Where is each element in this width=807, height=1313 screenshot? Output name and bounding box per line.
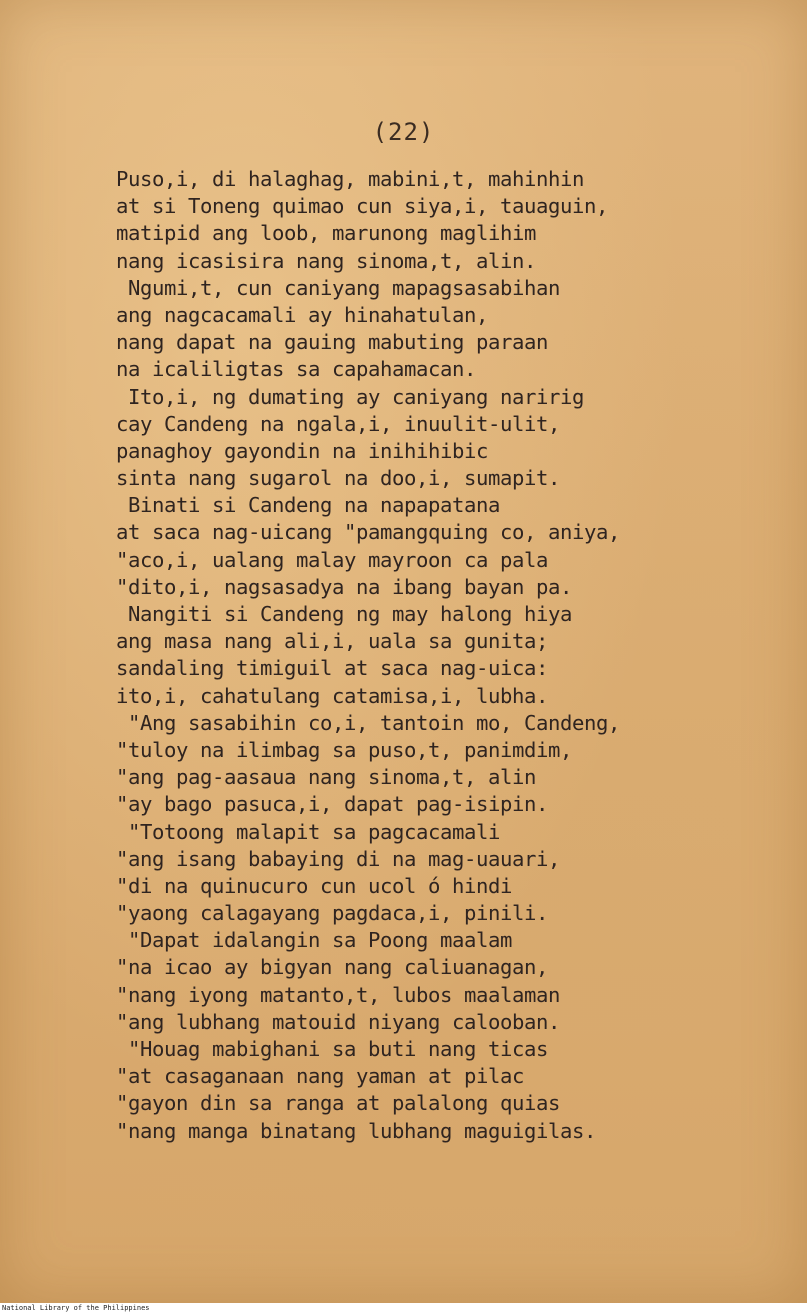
text-line: "yaong calagayang pagdaca,i, pinili. bbox=[116, 901, 548, 926]
text-line: Binati si Candeng na napapatana bbox=[116, 493, 500, 518]
text-line: Ngumi,t, cun caniyang mapagsasabihan bbox=[116, 275, 560, 300]
text-line: "at casaganaan nang yaman at pilac bbox=[116, 1064, 524, 1089]
text-line: "ang pag-aasaua nang sinoma,t, alin bbox=[116, 765, 536, 790]
text-line: "di na quinucuro cun ucol ó hindi bbox=[116, 873, 512, 898]
text-line: "gayon din sa ranga at palalong quias bbox=[116, 1091, 560, 1116]
text-line: Nangiti si Candeng ng may halong hiya bbox=[116, 602, 572, 626]
text-line: cay Candeng na ngala,i, inuulit-ulit, bbox=[116, 411, 560, 436]
text-line: nang dapat na gauing mabuting paraan bbox=[116, 330, 548, 355]
text-line: nang icasisira nang sinoma,t, alin. bbox=[116, 248, 536, 273]
text-line: Ito,i, ng dumating ay caniyang naririg bbox=[116, 384, 584, 409]
text-line: "tuloy na ilimbag sa puso,t, panimdim, bbox=[116, 737, 572, 762]
text-line: "nang manga binatang lubhang maguigilas. bbox=[116, 1118, 596, 1143]
text-line: "ay bago pasuca,i, dapat pag-isipin. bbox=[116, 792, 548, 817]
text-line: "Houag mabighani sa buti nang ticas bbox=[116, 1037, 548, 1061]
text-line: Puso,i, di halaghag, mabini,t, mahinhin bbox=[116, 167, 584, 191]
poem-text-block bbox=[116, 166, 776, 1145]
text-line: panaghoy gayondin na inihihibic bbox=[116, 438, 488, 463]
library-credit: National Library of the Philippines bbox=[2, 1304, 150, 1312]
text-line: at saca nag-uicang "pamangquing co, aniya, bbox=[116, 520, 620, 545]
text-line: at si Toneng quimao cun siya,i, tauaguin, bbox=[116, 194, 608, 219]
text-line: "aco,i, ualang malay mayroon ca pala bbox=[116, 547, 548, 572]
text-line: "Ang sasabihin co,i, tantoin mo, Candeng, bbox=[116, 710, 620, 735]
text-line: sandaling timiguil at saca nag-uica: bbox=[116, 656, 548, 681]
text-line: matipid ang loob, marunong maglihim bbox=[116, 221, 536, 246]
text-line: ito,i, cahatulang catamisa,i, lubha. bbox=[116, 683, 548, 708]
text-line: "Totoong malapit sa pagcacamali bbox=[116, 819, 500, 844]
text-line: "nang iyong matanto,t, lubos maalaman bbox=[116, 982, 560, 1007]
text-line: ang nagcacamali ay hinahatulan, bbox=[116, 302, 488, 327]
text-line: "na icao ay bigyan nang caliuanagan, bbox=[116, 955, 548, 980]
text-line: "ang lubhang matouid niyang calooban. bbox=[116, 1009, 560, 1034]
text-line: ang masa nang ali,i, uala sa gunita; bbox=[116, 629, 548, 654]
text-line: sinta nang sugarol na doo,i, sumapit. bbox=[116, 466, 560, 491]
page-number: (22) bbox=[372, 118, 435, 146]
text-line: na icaliligtas sa capahamacan. bbox=[116, 357, 476, 382]
text-line: "Dapat idalangin sa Poong maalam bbox=[116, 928, 512, 953]
text-line: "ang isang babaying di na mag-uauari, bbox=[116, 846, 560, 871]
text-line: "dito,i, nagsasadya na ibang bayan pa. bbox=[116, 574, 572, 599]
